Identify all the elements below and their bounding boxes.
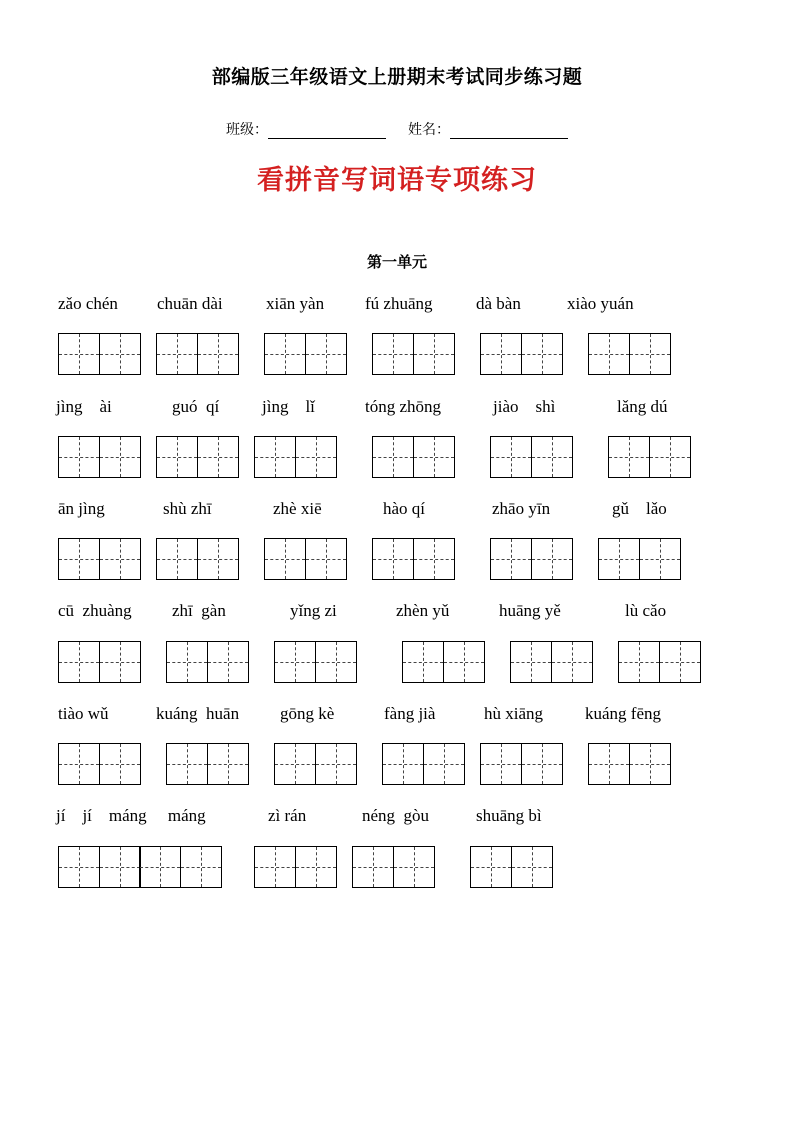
writing-grid xyxy=(274,641,355,683)
tianzige-cell[interactable] xyxy=(166,641,208,683)
tianzige-cell[interactable] xyxy=(99,538,141,580)
writing-grid xyxy=(156,436,237,478)
writing-grid xyxy=(254,846,335,888)
pinyin-label: lǎng dú xyxy=(617,397,668,416)
tianzige-cell[interactable] xyxy=(510,641,552,683)
pinyin-label: cū zhuàng xyxy=(58,601,132,620)
writing-grid xyxy=(470,846,551,888)
writing-grid xyxy=(618,641,699,683)
tianzige-cell[interactable] xyxy=(58,641,100,683)
pinyin-label: jìng lǐ xyxy=(262,397,315,416)
tianzige-cell[interactable] xyxy=(305,538,347,580)
pinyin-label: zì rán xyxy=(268,806,307,825)
tianzige-cell[interactable] xyxy=(58,333,100,375)
pinyin-label: huāng yě xyxy=(499,601,561,620)
tianzige-cell[interactable] xyxy=(531,436,573,478)
writing-grid xyxy=(372,436,453,478)
tianzige-cell[interactable] xyxy=(659,641,701,683)
tianzige-cell[interactable] xyxy=(166,743,208,785)
tianzige-cell[interactable] xyxy=(629,333,671,375)
tianzige-cell[interactable] xyxy=(490,436,532,478)
tianzige-cell[interactable] xyxy=(295,436,337,478)
tianzige-cell[interactable] xyxy=(413,538,455,580)
tianzige-cell[interactable] xyxy=(521,333,563,375)
tianzige-cell[interactable] xyxy=(521,743,563,785)
writing-grid xyxy=(166,743,247,785)
writing-grid xyxy=(510,641,591,683)
student-info xyxy=(0,119,794,139)
exercise-subtitle: 看拼音写词语专项练习 xyxy=(257,165,537,196)
tianzige-cell[interactable] xyxy=(156,538,198,580)
tianzige-cell[interactable] xyxy=(58,846,100,888)
writing-grid xyxy=(588,333,669,375)
tianzige-cell[interactable] xyxy=(402,641,444,683)
tianzige-cell[interactable] xyxy=(295,846,337,888)
tianzige-cell[interactable] xyxy=(139,846,181,888)
tianzige-cell[interactable] xyxy=(274,743,316,785)
tianzige-cell[interactable] xyxy=(588,743,630,785)
tianzige-cell[interactable] xyxy=(551,641,593,683)
writing-grid xyxy=(58,436,139,478)
writing-grid xyxy=(588,743,669,785)
tianzige-cell[interactable] xyxy=(531,538,573,580)
tianzige-cell[interactable] xyxy=(382,743,424,785)
tianzige-cell[interactable] xyxy=(58,743,100,785)
writing-grid xyxy=(598,538,679,580)
pinyin-label: chuān dài xyxy=(157,294,223,313)
tianzige-cell[interactable] xyxy=(480,333,522,375)
pinyin-label: kuáng fēng xyxy=(585,704,662,723)
writing-grid xyxy=(372,333,453,375)
pinyin-label: xiān yàn xyxy=(266,294,325,313)
pinyin-label: yǐng zi xyxy=(290,601,337,620)
tianzige-cell[interactable] xyxy=(58,538,100,580)
writing-grid xyxy=(264,333,345,375)
writing-grid xyxy=(382,743,463,785)
tianzige-cell[interactable] xyxy=(372,436,414,478)
tianzige-cell[interactable] xyxy=(207,743,249,785)
pinyin-label: zhāo yīn xyxy=(492,499,551,518)
pinyin-label: xiào yuán xyxy=(567,294,634,313)
tianzige-cell[interactable] xyxy=(443,641,485,683)
pinyin-label: zhè xiē xyxy=(273,499,322,518)
tianzige-cell[interactable] xyxy=(274,641,316,683)
writing-grid xyxy=(264,538,345,580)
tianzige-cell[interactable] xyxy=(413,436,455,478)
pinyin-label: gōng kè xyxy=(280,704,335,723)
pinyin-label: lù cǎo xyxy=(625,601,667,620)
tianzige-cell[interactable] xyxy=(156,436,198,478)
class-field[interactable] xyxy=(268,124,386,139)
writing-grid xyxy=(490,538,571,580)
writing-grid xyxy=(254,436,335,478)
tianzige-cell[interactable] xyxy=(254,846,296,888)
writing-grid xyxy=(352,846,433,888)
tianzige-cell[interactable] xyxy=(207,641,249,683)
tianzige-cell[interactable] xyxy=(372,538,414,580)
pinyin-label: shù zhī xyxy=(163,499,212,518)
writing-grid xyxy=(480,333,561,375)
tianzige-cell[interactable] xyxy=(99,846,141,888)
writing-grid xyxy=(402,641,483,683)
pinyin-label: zǎo chén xyxy=(58,294,118,313)
writing-grid xyxy=(490,436,571,478)
tianzige-cell[interactable] xyxy=(197,333,239,375)
tianzige-cell[interactable] xyxy=(99,333,141,375)
writing-grid xyxy=(58,641,139,683)
pinyin-label: jìng ài xyxy=(56,397,112,416)
pinyin-label: shuāng bì xyxy=(476,806,542,825)
pinyin-label: tiào wǔ xyxy=(58,704,109,723)
tianzige-cell[interactable] xyxy=(372,333,414,375)
tianzige-cell[interactable] xyxy=(588,333,630,375)
pinyin-label: hù xiāng xyxy=(484,704,544,723)
writing-grid xyxy=(480,743,561,785)
pinyin-label: jiào shì xyxy=(493,397,556,416)
tianzige-cell[interactable] xyxy=(470,846,512,888)
writing-grid xyxy=(166,641,247,683)
pinyin-label: guó qí xyxy=(172,397,220,416)
writing-grid xyxy=(156,333,237,375)
writing-grid xyxy=(274,743,355,785)
tianzige-cell[interactable] xyxy=(423,743,465,785)
tianzige-cell[interactable] xyxy=(99,436,141,478)
tianzige-cell[interactable] xyxy=(598,538,640,580)
tianzige-cell[interactable] xyxy=(305,333,347,375)
pinyin-label: ān jìng xyxy=(58,499,105,518)
tianzige-cell[interactable] xyxy=(99,743,141,785)
tianzige-cell[interactable] xyxy=(254,436,296,478)
pinyin-label: néng gòu xyxy=(362,806,430,825)
pinyin-label: gǔ lǎo xyxy=(612,499,667,518)
unit-heading: 第一单元 xyxy=(366,253,427,271)
tianzige-cell[interactable] xyxy=(629,743,671,785)
class-label: 班级： xyxy=(226,122,268,138)
writing-grid xyxy=(608,436,689,478)
tianzige-cell[interactable] xyxy=(315,641,357,683)
tianzige-cell[interactable] xyxy=(156,333,198,375)
pinyin-label: dà bàn xyxy=(476,294,521,313)
writing-grid xyxy=(58,538,139,580)
writing-grid xyxy=(58,743,139,785)
writing-grid xyxy=(58,333,139,375)
pinyin-label: zhī gàn xyxy=(172,601,226,620)
tianzige-cell[interactable] xyxy=(649,436,691,478)
pinyin-label: jí jí máng máng xyxy=(56,806,206,825)
tianzige-cell[interactable] xyxy=(99,641,141,683)
tianzige-cell[interactable] xyxy=(264,333,306,375)
tianzige-cell[interactable] xyxy=(197,538,239,580)
tianzige-cell[interactable] xyxy=(618,641,660,683)
writing-grid xyxy=(58,846,220,888)
pinyin-label: zhèn yǔ xyxy=(396,601,450,620)
tianzige-cell[interactable] xyxy=(639,538,681,580)
page-title: 部编版三年级语文上册期末考试同步练习题 xyxy=(211,66,583,88)
tianzige-cell[interactable] xyxy=(264,538,306,580)
tianzige-cell[interactable] xyxy=(352,846,394,888)
name-label: 姓名： xyxy=(408,122,450,138)
pinyin-label: fú zhuāng xyxy=(365,294,433,313)
tianzige-cell[interactable] xyxy=(58,436,100,478)
tianzige-cell[interactable] xyxy=(608,436,650,478)
tianzige-cell[interactable] xyxy=(393,846,435,888)
writing-grid xyxy=(372,538,453,580)
writing-grid xyxy=(156,538,237,580)
name-field[interactable] xyxy=(450,124,568,139)
tianzige-cell[interactable] xyxy=(413,333,455,375)
tianzige-cell[interactable] xyxy=(197,436,239,478)
pinyin-label: hào qí xyxy=(383,499,426,518)
tianzige-cell[interactable] xyxy=(315,743,357,785)
pinyin-label: fàng jià xyxy=(384,704,436,723)
tianzige-cell[interactable] xyxy=(180,846,222,888)
tianzige-cell[interactable] xyxy=(490,538,532,580)
tianzige-cell[interactable] xyxy=(480,743,522,785)
pinyin-label: tóng zhōng xyxy=(365,397,442,416)
tianzige-cell[interactable] xyxy=(511,846,553,888)
pinyin-label: kuáng huān xyxy=(156,704,240,723)
